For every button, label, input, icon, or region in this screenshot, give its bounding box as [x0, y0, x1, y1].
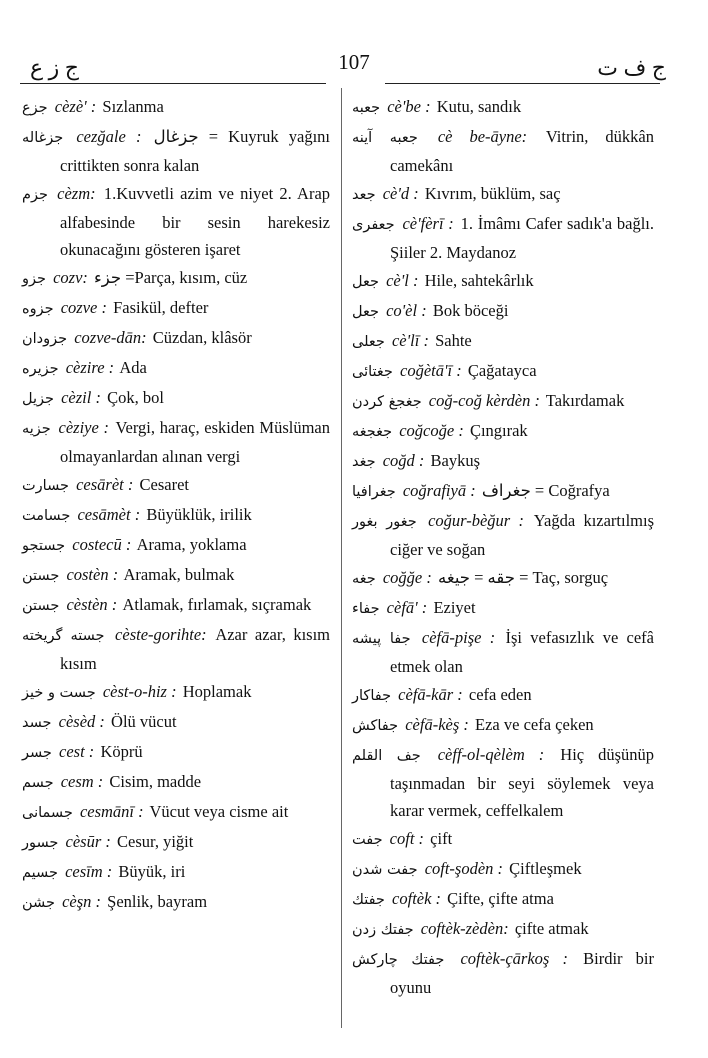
entry-definition: Sızlanma [102, 97, 164, 116]
dictionary-entry [352, 624, 654, 680]
entry-transliteration: coğd : [382, 451, 425, 470]
dictionary-entry [352, 357, 654, 386]
entry-definition: Hile, sahtekârlık [424, 271, 534, 290]
dictionary-entry [22, 798, 330, 827]
dictionary-entry [352, 594, 654, 623]
entry-arabic-headword: جزودان [22, 331, 68, 347]
dictionary-entry [352, 297, 654, 326]
entry-definition: Sahte [435, 331, 472, 350]
entry-arabic-headword: جغجغه [352, 424, 393, 440]
entry-arabic-headword: جعل [352, 304, 379, 320]
dictionary-entry [22, 294, 330, 323]
entry-arabic-headword: جسارت [22, 478, 69, 494]
entry-arabic-headword: جعلی [352, 334, 385, 350]
dictionary-entry [352, 93, 654, 122]
entry-definition: Köprü [100, 742, 143, 761]
entry-transliteration: coftèk : [392, 889, 442, 908]
dictionary-entry [352, 123, 654, 179]
entry-arabic-headword: جسته گريخته [22, 628, 105, 644]
column-divider [341, 88, 342, 1028]
header-letters-right: ج ف ت [597, 55, 666, 80]
entry-definition: Yağda kızartılmış ciğer ve soğan [390, 511, 655, 559]
entry-arabic-headword: جف القلم [352, 748, 421, 764]
dictionary-entry [22, 180, 330, 263]
entry-arabic-headword: جغد [352, 454, 376, 470]
dictionary-entry [22, 471, 330, 500]
entry-arabic-headword: جغرافيا [352, 484, 396, 500]
dictionary-entry [352, 564, 654, 593]
entry-arabic-headword: جسيم [22, 865, 58, 881]
entry-definition: Vergi, haraç, eskiden Müslüman olmayanlardan alınan vergi [60, 418, 330, 466]
right-column [352, 93, 654, 1001]
entry-transliteration: costèn : [66, 565, 119, 584]
entry-arabic-headword: جسمانی [22, 805, 73, 821]
entry-arabic-headword: جفاكار [352, 688, 392, 704]
entry-definition: cefa eden [468, 685, 532, 704]
entry-definition: Kutu, sandık [436, 97, 522, 116]
dictionary-entry [22, 828, 330, 857]
entry-definition: Çiftleşmek [509, 859, 582, 878]
dictionary-entry [22, 93, 330, 122]
entry-definition: Arama, yoklama [136, 535, 247, 554]
dictionary-entry [352, 825, 654, 854]
entry-arabic-headword: جغتائی [352, 364, 393, 380]
entry-arabic-headword: جسم [22, 775, 54, 791]
dictionary-entry [22, 591, 330, 620]
entry-arabic-headword: جزو [22, 271, 46, 287]
entry-definition: Aramak, bulmak [123, 565, 235, 584]
entry-transliteration: cozve : [60, 298, 107, 317]
entry-transliteration: cè'be : [387, 97, 431, 116]
entry-definition: Vücut veya cisme ait [149, 802, 289, 821]
entry-transliteration: cesīm : [65, 862, 113, 881]
entry-definition: çift [430, 829, 453, 848]
header-rule-left [20, 83, 326, 84]
dictionary-entry [22, 531, 330, 560]
entry-definition: Çıngırak [469, 421, 528, 440]
header-letters-left: ج ز ع [30, 55, 79, 80]
entry-arabic-headword: جفتك چاركش [352, 952, 445, 968]
entry-transliteration: co'èl : [386, 301, 427, 320]
dictionary-entry [352, 180, 654, 209]
entry-definition: Azar azar, kısım kısım [60, 625, 331, 673]
entry-definition: Büyüklük, irilik [146, 505, 252, 524]
entry-definition: Fasikül, defter [113, 298, 209, 317]
entry-transliteration: coft : [389, 829, 425, 848]
entry-transliteration: cozve-dān: [74, 328, 147, 347]
dictionary-entry [352, 210, 654, 266]
entry-arabic-headword: جزيه [22, 421, 51, 437]
dictionary-entry [352, 477, 654, 506]
dictionary-entry [352, 447, 654, 476]
dictionary-entry [22, 264, 330, 293]
entry-transliteration: coğètā'ī : [400, 361, 462, 380]
dictionary-entry [22, 768, 330, 797]
dictionary-entry [22, 354, 330, 383]
entry-transliteration: cè'fèrī : [402, 214, 454, 233]
entry-transliteration: cè be-āyne: [437, 127, 528, 146]
entry-transliteration: costecū : [72, 535, 132, 554]
entry-arabic-headword: جسور [22, 835, 59, 851]
dictionary-entry [352, 417, 654, 446]
entry-arabic-headword: جعفری [352, 217, 395, 233]
entry-transliteration: cozv: [53, 268, 88, 287]
entry-transliteration: cè'd : [382, 184, 419, 203]
entry-transliteration: cèff-ol-qèlèm : [437, 745, 545, 764]
entry-definition: Hiç düşünüp taşınmadan bir seyi söylemek veya karar vermek, ceffelkalem [390, 745, 655, 820]
dictionary-entry [352, 915, 654, 944]
entry-arabic-headword: جعبه [352, 100, 381, 116]
entry-arabic-headword: جزغاله [22, 130, 64, 146]
entry-arabic-headword: جفاء [352, 601, 380, 617]
entry-transliteration: cesārèt : [76, 475, 134, 494]
entry-arabic-headword: جسامت [22, 508, 71, 524]
entry-arabic-headword: جفا پيشه [352, 631, 411, 647]
entry-arabic-headword: جزم [22, 187, 48, 203]
entry-transliteration: cèfā' : [386, 598, 428, 617]
dictionary-entry [352, 741, 654, 824]
entry-definition: Ada [119, 358, 147, 377]
entry-definition: Çağatayca [467, 361, 537, 380]
entry-arabic-headword: جعبه آينه [352, 130, 418, 146]
entry-transliteration: cèfā-kèş : [405, 715, 469, 734]
entry-definition: جزغال = Kuyruk yağını crittikten sonra kalan [60, 127, 330, 175]
entry-arabic-headword: جغجغ کردن [352, 394, 422, 410]
entry-transliteration: cèsèd : [58, 712, 105, 731]
entry-arabic-headword: جزع [22, 100, 48, 116]
entry-arabic-headword: جسد [22, 715, 52, 731]
page-header [0, 0, 708, 80]
entry-definition: Cüzdan, klâsör [152, 328, 252, 347]
dictionary-entry [22, 858, 330, 887]
entry-transliteration: cèzè' : [54, 97, 97, 116]
entry-arabic-headword: جستن [22, 598, 60, 614]
entry-transliteration: cèstèn : [66, 595, 118, 614]
entry-transliteration: cèziye : [58, 418, 110, 437]
entry-arabic-headword: جزيره [22, 361, 59, 377]
dictionary-entry [22, 501, 330, 530]
entry-definition: جقه = جيغه = Taç, sorguç [438, 568, 609, 587]
entry-transliteration: cèşn : [62, 892, 102, 911]
page-number: 107 [338, 50, 370, 74]
dictionary-entry [352, 711, 654, 740]
entry-definition: Şenlik, bayram [107, 892, 208, 911]
entry-definition: جغراف = Coğrafya [481, 481, 610, 500]
entry-transliteration: cesmānī : [79, 802, 144, 821]
dictionary-entry [22, 621, 330, 677]
entry-definition: Çok, bol [107, 388, 164, 407]
dictionary-entry [352, 885, 654, 914]
dictionary-entry [352, 945, 654, 1001]
dictionary-entry [352, 681, 654, 710]
header-rule-right [385, 83, 660, 84]
entry-transliteration: coğur-bèğur : [428, 511, 525, 530]
entry-transliteration: cesm : [60, 772, 104, 791]
dictionary-entry [352, 267, 654, 296]
entry-arabic-headword: جستن [22, 568, 60, 584]
entry-arabic-headword: جغور بغور [352, 514, 417, 530]
entry-definition: Cesur, yiğit [117, 832, 194, 851]
dictionary-entry [22, 888, 330, 917]
dictionary-entry [22, 123, 330, 179]
entry-transliteration: cest : [59, 742, 95, 761]
entry-transliteration: cèzm: [57, 184, 96, 203]
entry-transliteration: coftèk-zèdèn: [420, 919, 509, 938]
dictionary-entry [22, 414, 330, 470]
dictionary-entry [352, 387, 654, 416]
entry-definition: Cesaret [139, 475, 189, 494]
entry-transliteration: coftèk-çārkoş : [460, 949, 568, 968]
dictionary-entry [22, 384, 330, 413]
dictionary-entry [22, 678, 330, 707]
entry-transliteration: cè'l : [386, 271, 419, 290]
entry-arabic-headword: جستجو [22, 538, 66, 554]
entry-definition: Birdir bir oyunu [390, 949, 655, 997]
dictionary-entry [352, 507, 654, 563]
entry-definition: جزء =Parça, kısım, cüz [94, 268, 248, 287]
entry-arabic-headword: جعد [352, 187, 376, 203]
entry-arabic-headword: جعل [352, 274, 379, 290]
entry-arabic-headword: جسر [22, 745, 52, 761]
entry-arabic-headword: جشن [22, 895, 55, 911]
entry-arabic-headword: جفتك [352, 892, 385, 908]
entry-definition: Cisim, madde [109, 772, 202, 791]
dictionary-entry [22, 708, 330, 737]
entry-transliteration: cèste-gorihte: [115, 625, 207, 644]
entry-definition: Kıvrım, büklüm, saç [424, 184, 561, 203]
entry-definition: Büyük, iri [118, 862, 186, 881]
entry-definition: Atlamak, fırlamak, sıçramak [122, 595, 312, 614]
entry-transliteration: coğğe : [382, 568, 432, 587]
entry-definition: Eziyet [433, 598, 476, 617]
entry-transliteration: cè'lī : [391, 331, 429, 350]
entry-arabic-headword: جفتك زدن [352, 922, 414, 938]
entry-arabic-headword: جزيل [22, 391, 54, 407]
entry-transliteration: cèzire : [65, 358, 115, 377]
dictionary-entry [22, 738, 330, 767]
entry-definition: Vitrin, dükkân camekânı [390, 127, 654, 175]
entry-definition: Baykuş [430, 451, 481, 470]
entry-definition: Çifte, çifte atma [447, 889, 554, 908]
entry-transliteration: cezğale : [76, 127, 142, 146]
entry-arabic-headword: جغه [352, 571, 376, 587]
entry-definition: Takırdamak [545, 391, 625, 410]
entry-definition: Ölü vücut [111, 712, 177, 731]
dictionary-entry [352, 327, 654, 356]
entry-arabic-headword: جفت [352, 832, 383, 848]
entry-definition: Bok böceği [432, 301, 509, 320]
entry-transliteration: cèsūr : [65, 832, 111, 851]
entry-transliteration: cèst-o-hiz : [102, 682, 177, 701]
entry-transliteration: cèfā-pişe : [421, 628, 496, 647]
entry-arabic-headword: جفت شدن [352, 862, 418, 878]
entry-definition: Hoplamak [182, 682, 252, 701]
entry-transliteration: coğcoğe : [399, 421, 464, 440]
entry-arabic-headword: جزوه [22, 301, 54, 317]
entry-definition: 1. İmâmı Cafer sadık'a bağlı. Şiiler 2. Maydanoz [390, 214, 654, 262]
dictionary-entry [22, 324, 330, 353]
left-column [22, 93, 330, 917]
entry-definition: Eza ve cefa çeken [475, 715, 594, 734]
entry-transliteration: cèzil : [61, 388, 101, 407]
entry-transliteration: coft-şodèn : [424, 859, 504, 878]
entry-transliteration: coğ-coğ kèrdèn : [428, 391, 540, 410]
entry-transliteration: cèfā-kār : [398, 685, 463, 704]
entry-definition: İşi vefasızlık ve cefâ etmek olan [390, 628, 655, 676]
entry-transliteration: coğrafiyā : [402, 481, 476, 500]
entry-definition: 1.Kuvvetli azim ve niyet 2. Arap alfabesinde bir sesin harekesiz okunacağını gösteren işaret [60, 184, 331, 259]
dictionary-entry [22, 561, 330, 590]
entry-arabic-headword: جست و خيز [22, 685, 96, 701]
entry-definition: çifte atmak [514, 919, 589, 938]
dictionary-entry [352, 855, 654, 884]
entry-arabic-headword: جفاكش [352, 718, 399, 734]
entry-transliteration: cesāmèt : [77, 505, 141, 524]
